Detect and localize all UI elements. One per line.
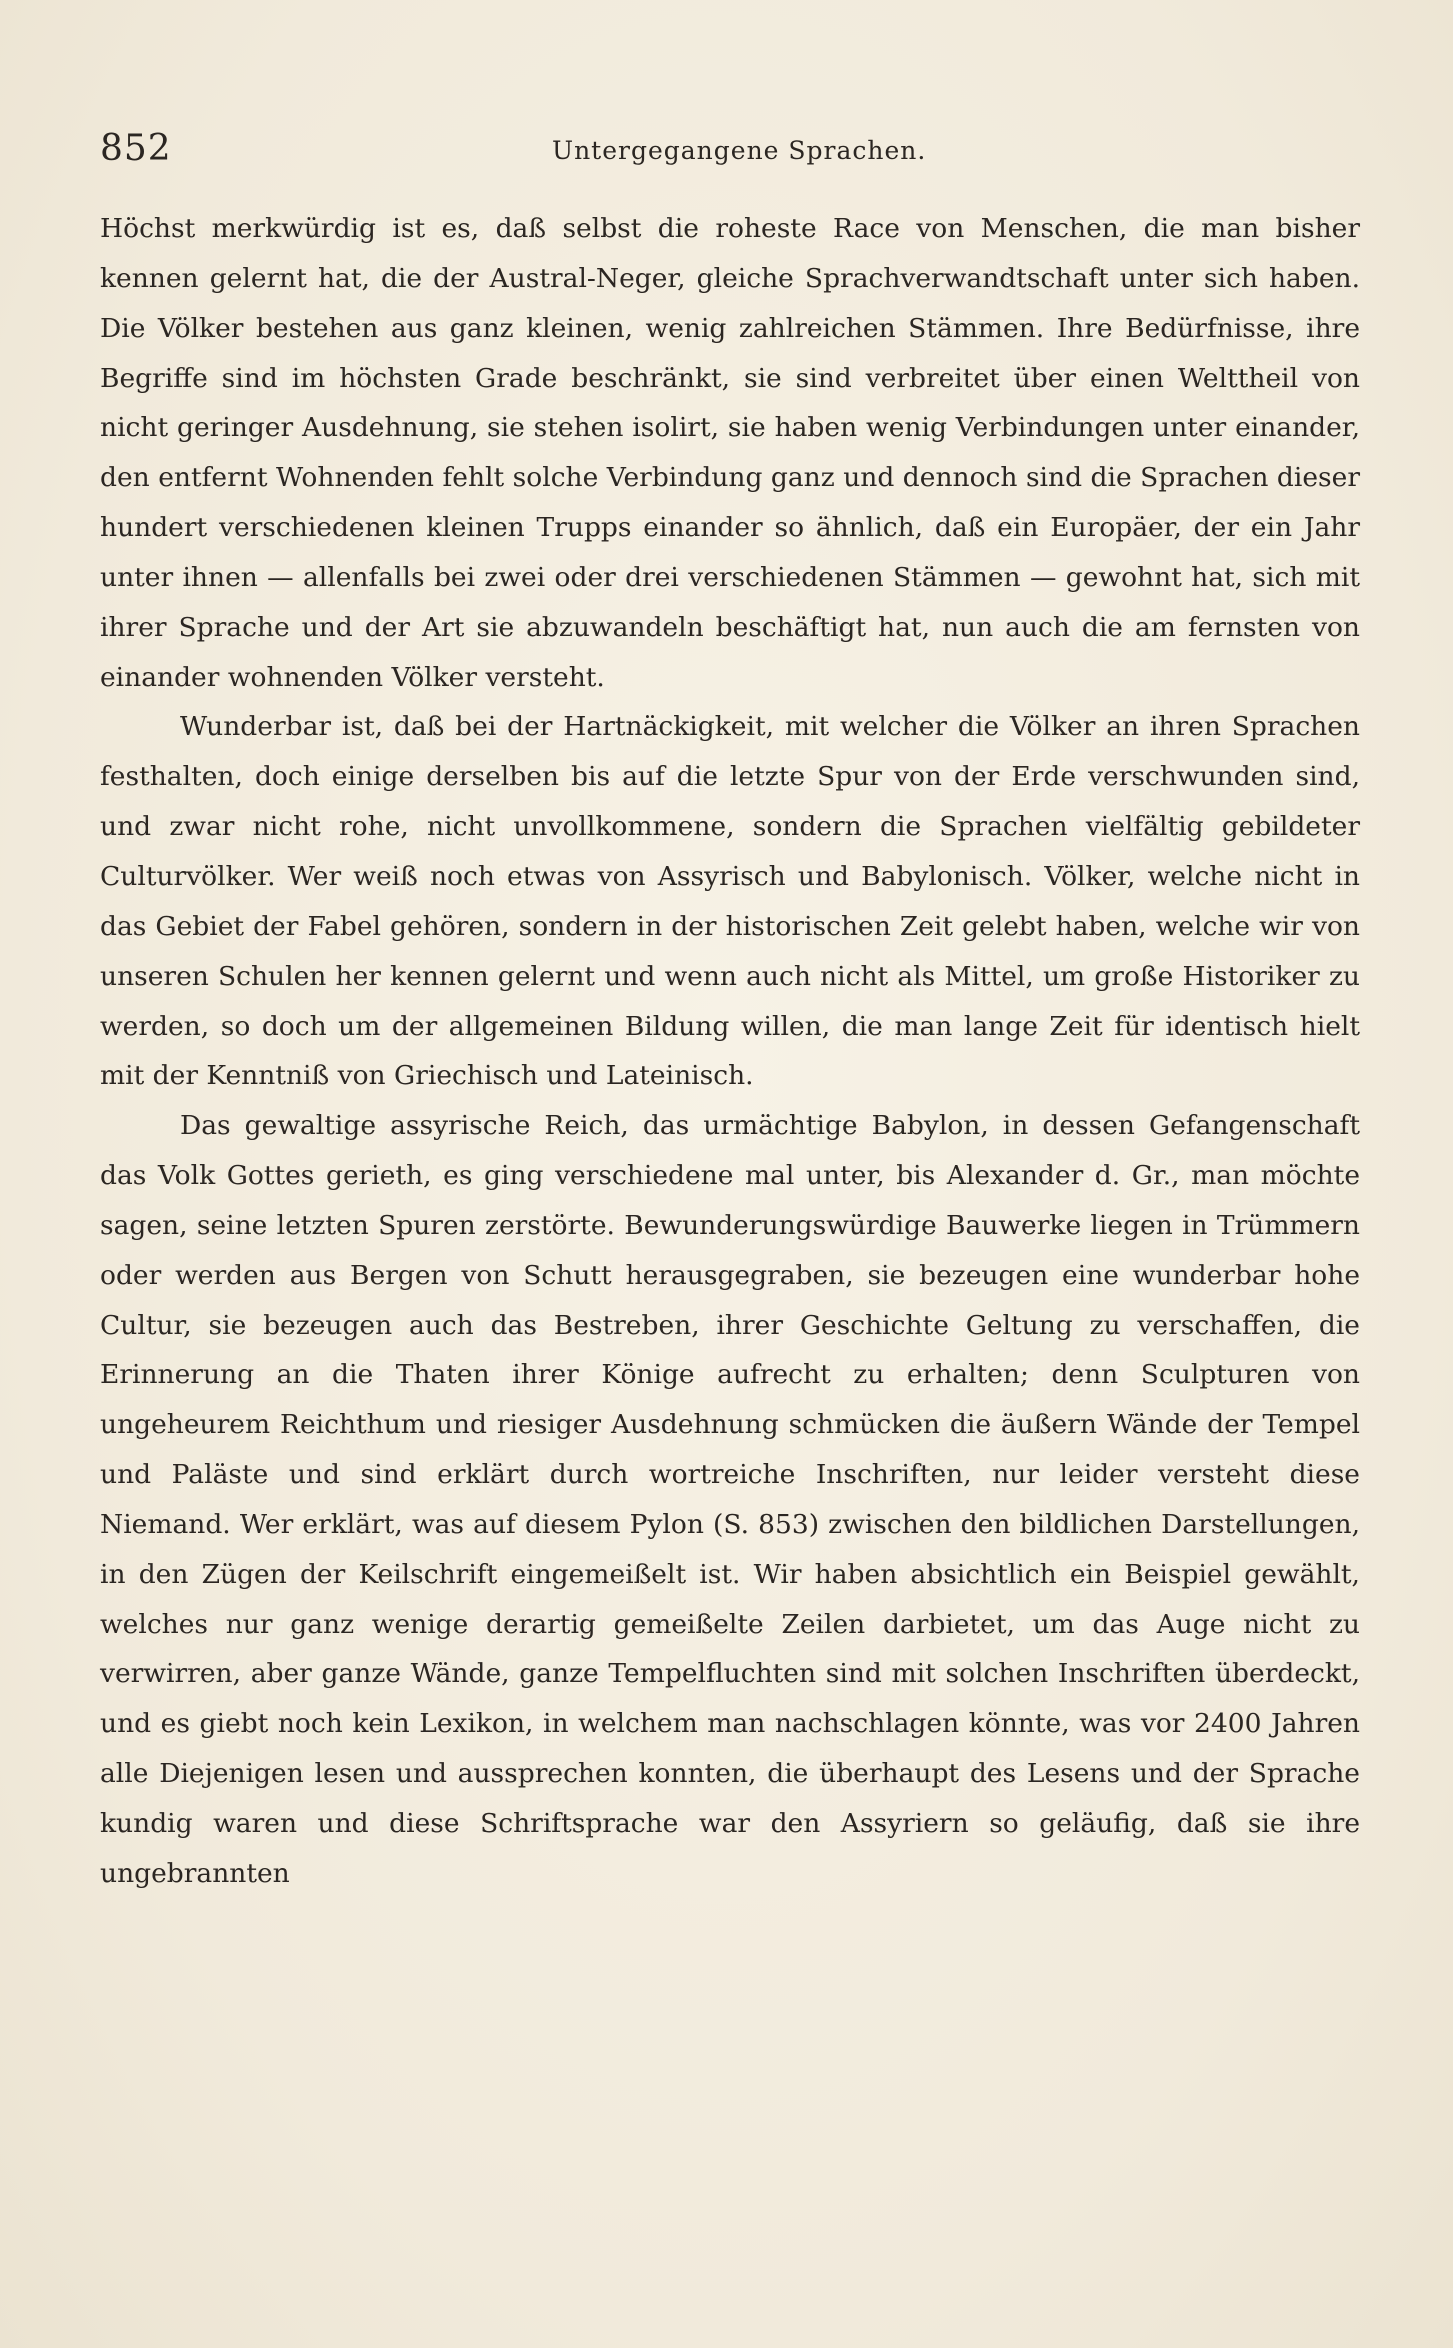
body-text <box>100 204 1360 1899</box>
paragraph-3: Das gewaltige assyrische Reich, das urmächtige Babylon, in dessen Gefangenschaft das Volk Gottes gerieth, es ging verschiedene mal unter, bis Alexander d. Gr., man möchte sagen, seine letzten Spuren zerstörte. Bewunderungswürdige Bauwerke liegen in Trümmern oder werden aus Bergen von Schutt herausgegraben, sie bezeugen eine wunderbar hohe Cultur, sie bezeugen auch das Bestreben, ihrer Geschichte Geltung zu verschaffen, die Erinnerung an die Thaten ihrer Könige aufrecht zu erhalten; denn Sculpturen von ungeheurem Reichthum und riesiger Ausdehnung schmücken die äußern Wände der Tempel und Paläste und sind erklärt durch wortreiche Inschriften, nur leider versteht diese Niemand. Wer erklärt, was auf diesem Pylon (S. 853) zwischen den bildlichen Darstellungen, in den Zügen der Keilschrift eingemeißelt ist. Wir haben absichtlich ein Beispiel gewählt, welches nur ganz wenige derartig gemeißelte Zeilen darbietet, um das Auge nicht zu verwirren, aber ganze Wände, ganze Tempelfluchten sind mit solchen Inschriften überdeckt, und es giebt noch kein Lexikon, in welchem man nachschlagen könnte, was vor 2400 Jahren alle Diejenigen lesen und aussprechen konnten, die überhaupt des Lesens und der Sprache kundig waren und diese Schriftsprache war den Assyriern so geläufig, daß sie ihre ungebrannten <box>100 1110 1360 1889</box>
running-head: Untergegangene Sprachen. <box>552 136 927 165</box>
paragraph-1: Höchst merkwürdig ist es, daß selbst die roheste Race von Menschen, die man bisher kennen gelernt hat, die der Austral-Neger, gleiche Sprachverwandtschaft unter sich haben. Die Völker bestehen aus ganz kleinen, wenig zahlreichen Stämmen. Ihre Bedürfnisse, ihre Begriffe sind im höchsten Grade beschränkt, sie sind verbreitet über einen Welttheil von nicht geringer Ausdehnung, sie stehen isolirt, sie haben wenig Verbindungen unter einander, den entfernt Wohnenden fehlt solche Verbindung ganz und dennoch sind die Sprachen dieser hundert verschiedenen kleinen Trupps einander so ähnlich, daß ein Europäer, der ein Jahr unter ihnen — allenfalls bei zwei oder drei verschiedenen Stämmen — gewohnt hat, sich mit ihrer Sprache und der Art sie abzuwandeln beschäftigt hat, nun auch die am fernsten von einander wohnenden Völker versteht. <box>100 213 1360 693</box>
page-number: 852 <box>100 128 172 169</box>
paragraph-2: Wunderbar ist, daß bei der Hartnäckigkeit, mit welcher die Völker an ihren Sprachen festhalten, doch einige derselben bis auf die letzte Spur von der Erde verschwunden sind, und zwar nicht rohe, nicht unvollkommene, sondern die Sprachen vielfältig gebildeter Culturvölker. Wer weiß noch etwas von Assyrisch und Babylonisch. Völker, welche nicht in das Gebiet der Fabel gehören, sondern in der historischen Zeit gelebt haben, welche wir von unseren Schulen her kennen gelernt und wenn auch nicht als Mittel, um große Historiker zu werden, so doch um der allgemeinen Bildung willen, die man lange Zeit für identisch hielt mit der Kenntniß von Griechisch und Lateinisch. <box>100 711 1360 1092</box>
page-header <box>100 128 1360 178</box>
